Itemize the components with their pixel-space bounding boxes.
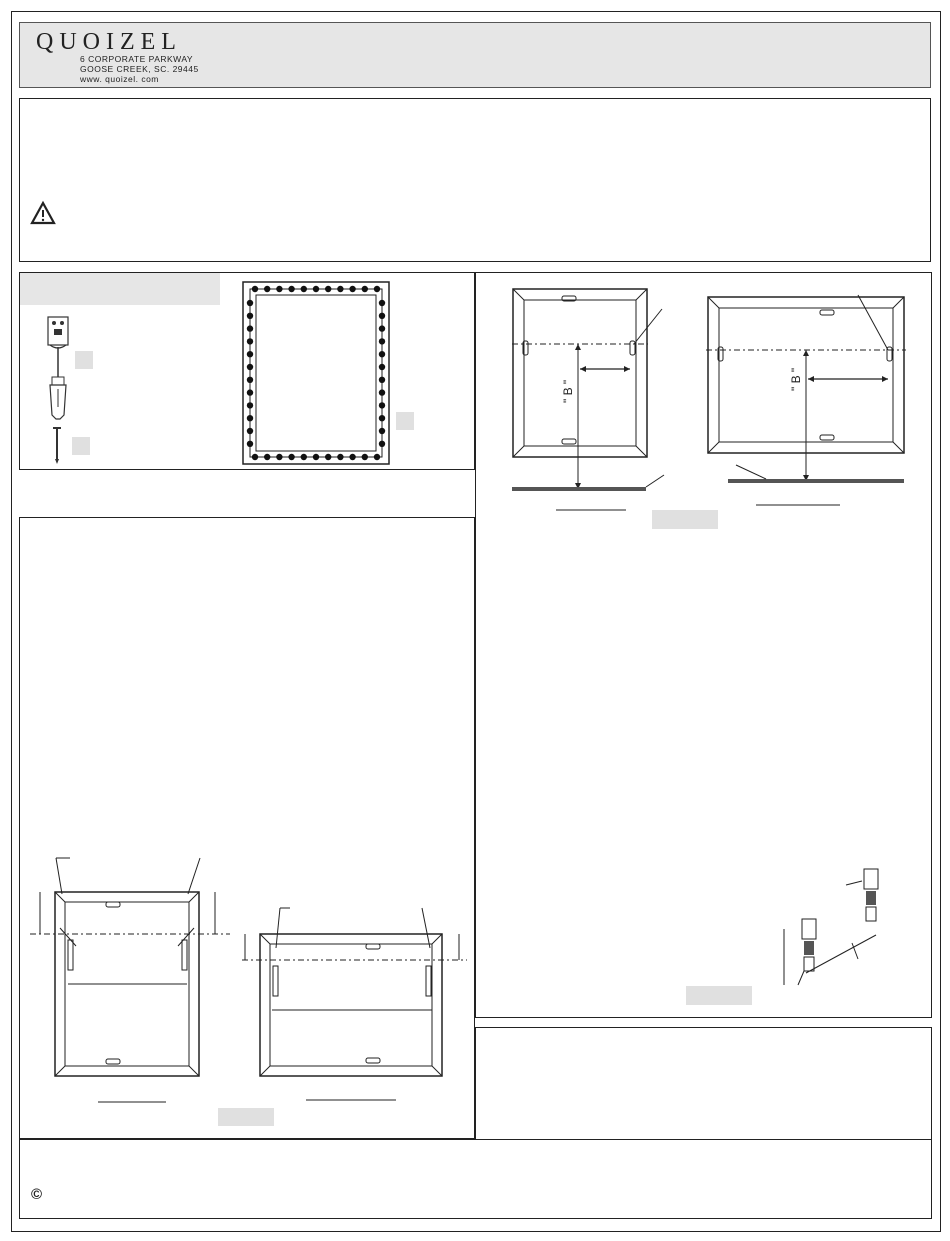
mirror-bulb <box>379 313 385 319</box>
mirror-bulb <box>379 338 385 344</box>
mirror-bulb <box>247 338 253 344</box>
page-footer <box>19 1139 932 1219</box>
mirror-bulb <box>247 364 253 370</box>
mirror-bulb <box>337 454 343 460</box>
wall-anchor-hanger-icon <box>42 315 82 425</box>
mirror-bulb <box>362 286 368 292</box>
figure-label-2 <box>686 986 752 1005</box>
vertical-placement-diagram <box>30 854 230 1114</box>
mirror-bulb <box>247 441 253 447</box>
dimension-b-label-2: " B " <box>789 367 803 391</box>
parts-section <box>19 272 475 470</box>
part-label-a <box>75 351 93 369</box>
mirror-bulb <box>379 300 385 306</box>
company-address <box>80 54 199 84</box>
mirror-bulb <box>288 286 294 292</box>
mirror-bulb <box>252 286 258 292</box>
mirror-bulb <box>379 415 385 421</box>
mirror-bulb <box>325 286 331 292</box>
mirror-bulb <box>379 364 385 370</box>
warning-section <box>19 98 931 262</box>
mirror-frame-icon <box>242 281 392 465</box>
mirror-bulb <box>247 402 253 408</box>
figure-label-3 <box>218 1108 274 1126</box>
mirror-bulb <box>337 286 343 292</box>
mirror-bulb <box>276 286 282 292</box>
mirror-bulb <box>247 325 253 331</box>
notes-section <box>475 1027 932 1140</box>
warning-triangle-icon <box>30 201 56 225</box>
part-label-b <box>72 437 90 455</box>
horizontal-placement-diagram <box>242 908 472 1108</box>
mirror-bulb <box>264 454 270 460</box>
mirror-bulb <box>349 286 355 292</box>
mounting-instructions-section <box>475 272 932 1018</box>
mirror-bulb <box>379 325 385 331</box>
mirror-bulb <box>247 377 253 383</box>
mirror-bulb <box>349 454 355 460</box>
mirror-bulb <box>301 286 307 292</box>
mirror-bulb <box>379 441 385 447</box>
mirror-bulb <box>325 454 331 460</box>
hanger-detail-diagram <box>776 863 896 993</box>
mirror-bulb <box>276 454 282 460</box>
mirror-bulb <box>247 415 253 421</box>
mirror-bulb <box>379 351 385 357</box>
mirror-bulb <box>374 286 380 292</box>
mirror-bulb <box>247 300 253 306</box>
website-link: www. quoizel. com <box>80 74 159 84</box>
mirror-bulb <box>247 428 253 434</box>
mirror-bulb <box>247 389 253 395</box>
mirror-bulb <box>379 389 385 395</box>
screw-icon <box>50 425 64 465</box>
mirror-bulb <box>252 454 258 460</box>
dimension-b-label-1: " B " <box>561 379 575 403</box>
vertical-mount-diagram <box>512 287 692 527</box>
copyright-icon: © <box>31 1186 43 1203</box>
mirror-bulb <box>313 286 319 292</box>
mirror-bulb <box>247 351 253 357</box>
placement-instructions-section <box>19 517 475 1139</box>
mirror-bulb <box>374 454 380 460</box>
horizontal-mount-diagram <box>706 295 906 515</box>
mirror-bulb <box>264 286 270 292</box>
mirror-bulb <box>379 377 385 383</box>
address-line-1: 6 CORPORATE PARKWAY <box>80 54 194 64</box>
mirror-bulb <box>379 428 385 434</box>
parts-header-bar <box>20 273 220 305</box>
part-label-c <box>396 412 414 430</box>
mirror-bulb <box>362 454 368 460</box>
mirror-bulb <box>379 402 385 408</box>
page-header <box>19 22 931 88</box>
mirror-bulb <box>301 454 307 460</box>
address-line-2: GOOSE CREEK, SC. 29445 <box>80 64 199 74</box>
mirror-bulb <box>288 454 294 460</box>
mirror-bulb <box>313 454 319 460</box>
brand-logo: QUOIZEL <box>36 29 182 55</box>
mirror-bulb <box>247 313 253 319</box>
